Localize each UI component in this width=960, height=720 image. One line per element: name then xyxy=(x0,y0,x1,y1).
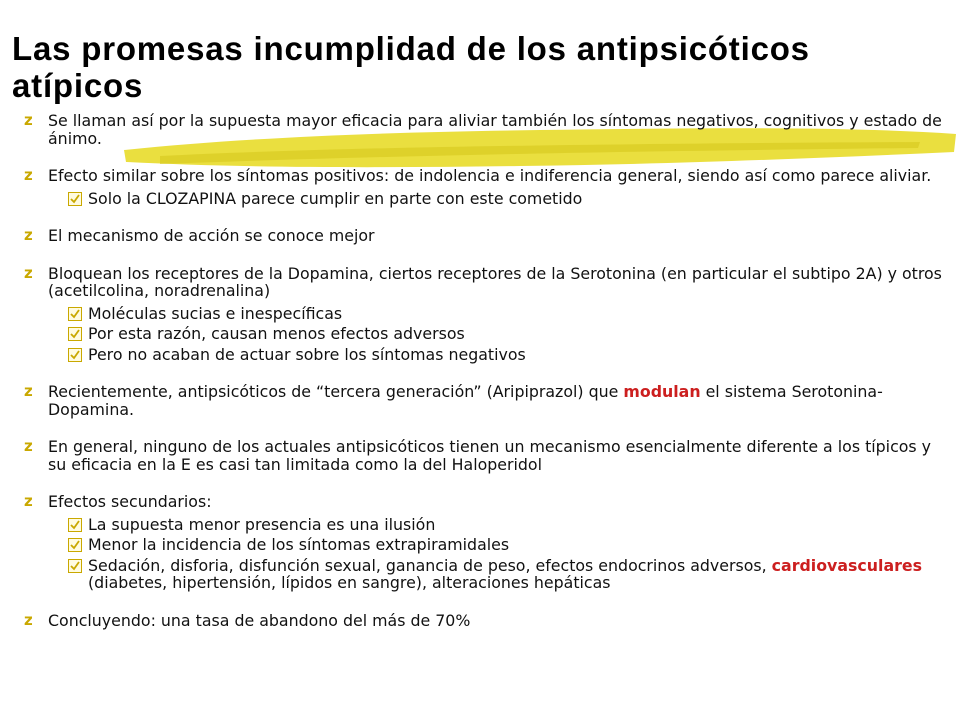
bullet-marker: z xyxy=(24,263,33,282)
sub-bullet-item xyxy=(48,536,944,554)
checkbox-check-icon xyxy=(68,538,82,552)
bullet-item xyxy=(24,265,944,364)
bullet-text: Efectos secundarios: xyxy=(48,492,212,511)
checkbox-check-icon xyxy=(68,192,82,206)
bullet-list xyxy=(24,112,944,629)
checkbox-check-icon xyxy=(68,307,82,321)
bullet-marker: z xyxy=(24,111,33,129)
bullet-text: El mecanismo de acción se conoce mejor xyxy=(48,226,375,245)
sub-bullet-list xyxy=(48,516,944,592)
sub-bullet-item xyxy=(48,305,944,323)
highlight-text: cardiovasculares xyxy=(771,555,923,575)
sub-bullet-item xyxy=(48,190,944,208)
bullet-item xyxy=(24,167,944,207)
checkbox-check-icon xyxy=(68,327,82,341)
bullet-item xyxy=(24,227,944,245)
sub-bullet-text: La supuesta menor presencia es una ilusión xyxy=(88,514,436,534)
bullet-text: En general, ninguno de los actuales antipsicóticos tienen un mecanismo esencialmente diferente a los típicos y su eficacia en la E es casi tan limitada como la del Haloperidol xyxy=(48,437,932,474)
checkbox-check-icon xyxy=(68,559,82,573)
bullet-marker: z xyxy=(24,166,33,184)
sub-bullet-list xyxy=(48,190,944,208)
bullet-item xyxy=(24,383,944,418)
sub-bullet-item xyxy=(48,325,944,343)
bullet-marker: z xyxy=(24,492,33,510)
sub-bullet-item xyxy=(48,516,944,534)
bullet-marker: z xyxy=(24,382,33,400)
sub-bullet-text: Moléculas sucias e inespecíficas xyxy=(88,303,343,323)
bullet-text: Concluyendo: una tasa de abandono del más de 70% xyxy=(48,610,471,630)
sub-bullet-text-part: (diabetes, hipertensión, lípidos en sangre), alteraciones hepáticas xyxy=(88,573,611,592)
checkbox-check-icon xyxy=(68,348,82,362)
page-title: Las promesas incumplidad de los antipsicóticos atípicos xyxy=(12,30,810,104)
bullet-item xyxy=(24,438,944,473)
sub-bullet-item xyxy=(48,557,944,592)
checkbox-check-icon xyxy=(68,518,82,532)
sub-bullet-text: Solo la CLOZAPINA parece cumplir en parte con este cometido xyxy=(88,188,583,208)
bullet-marker: z xyxy=(24,226,33,244)
bullet-text-part: Recientemente, antipsicóticos de “tercera generación” (Aripiprazol) que xyxy=(48,382,624,401)
highlight-text: modulan xyxy=(623,382,701,401)
sub-bullet-list xyxy=(48,305,944,364)
bullet-text: Se llaman así por la supuesta mayor eficacia para aliviar también los síntomas negativos, cognitivos y estado de ánimo. xyxy=(48,111,942,148)
sub-bullet-item xyxy=(48,346,944,364)
bullet-item xyxy=(24,612,944,630)
sub-bullet-text: Pero no acaban de actuar sobre los síntomas negativos xyxy=(88,344,526,364)
sub-bullet-text: Por esta razón, causan menos efectos adversos xyxy=(88,324,465,343)
bullet-item xyxy=(24,493,944,592)
sub-bullet-text-part: Sedación, disforia, disfunción sexual, ganancia de peso, efectos endocrinos adversos, xyxy=(88,555,772,575)
bullet-item xyxy=(24,112,944,147)
bullet-marker: z xyxy=(24,610,33,629)
bullet-text: Efecto similar sobre los síntomas positivos: de indolencia e indiferencia general, siendo así como parece aliviar. xyxy=(48,166,932,185)
bullet-marker: z xyxy=(24,437,33,455)
bullet-text-part: el sistema Serotonina-Dopamina. xyxy=(48,382,883,419)
bullet-text: Bloquean los receptores de la Dopamina, ciertos receptores de la Serotonina (en particular el subtipo 2A) y otros (acetilcolina, noradrenalina) xyxy=(48,263,942,300)
sub-bullet-text: Menor la incidencia de los síntomas extrapiramidales xyxy=(88,535,510,554)
